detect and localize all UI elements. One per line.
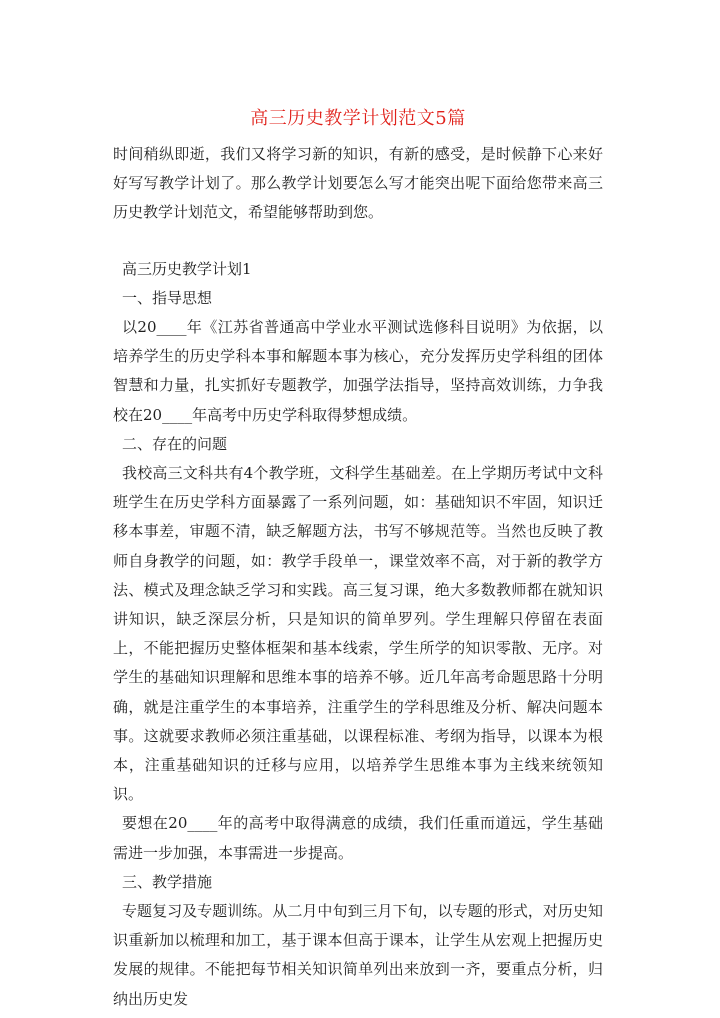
section-heading-existing-problems: 二、存在的问题 (122, 434, 228, 453)
paragraph-gap (113, 228, 603, 255)
intro-paragraph: 时间稍纵即逝，我们又将学习新的知识，有新的感受，是时候静下心来好好写写教学计划了。那么教学计划要怎么写才能突出呢下面给您带来高三历史教学计划范文，希望能够帮助到您。 (113, 145, 603, 222)
section-heading-teaching-measures: 三、教学措施 (122, 872, 213, 891)
section-body-existing-problems: 我校高三文科共有4个教学班，文科学生基础差。在上学期历考试中文科班学生在历史学科方面暴露了一系列问题，如：基础知识不牢固，知识迁移本事差，审题不清，缺乏解题方法，书写不够规范等。当然也反映了教师自身教学的问题，如：教学手段单一，课堂效率不高，对于新的教学方法、模式及理念缺乏学习和实践。高三复习课，绝大多数教师都在就知识讲知识，缺乏深层分析，只是知识的简单罗列。学生理解只停留在表面上，不能把握历史整体框架和基本线索，学生所学的知识零散、无序。对学生的基础知识理解和思维本事的培养不够。近几年高考命题思路十分明确，就是注重学生的本事培养，注重学生的学科思维及分析、解决问题本事。这就要求教师必须注重基础，以课程标准、考纲为指导，以课本为根本，注重基础知识的迁移与应用，以培养学生思维本事为主线来统领知识。 (113, 464, 603, 804)
section-body-goal: 要想在20____年的高考中取得满意的成绩，我们任重而道远，学生基础需进一步加强，本事需进一步提高。 (113, 814, 603, 862)
section-body-teaching-measures: 专题复习及专题训练。从二月中旬到三月下旬，以专题的形式，对历史知识重新加以梳理和加工，基于课本但高于课本，让学生从宏观上把握历史发展的规律。不能把每节相关知识简单列出来放到一齐，要重点分析，归纳出历史发 (113, 902, 603, 1008)
document-title: 高三历史教学计划范文5篇 (250, 108, 466, 129)
section-heading-guiding-thought: 一、指导思想 (122, 288, 213, 307)
plan-title: 高三历史教学计划1 (122, 259, 252, 278)
section-body-guiding-thought: 以20____年《江苏省普通高中学业水平测试选修科目说明》为依据，以培养学生的历史学科本事和解题本事为核心，充分发挥历史学科组的团体智慧和力量，扎实抓好专题教学，加强学法指导，坚持高效训练，力争我校在20____年高考中历史学科取得梦想成绩。 (113, 318, 603, 424)
document-body (113, 104, 603, 1014)
